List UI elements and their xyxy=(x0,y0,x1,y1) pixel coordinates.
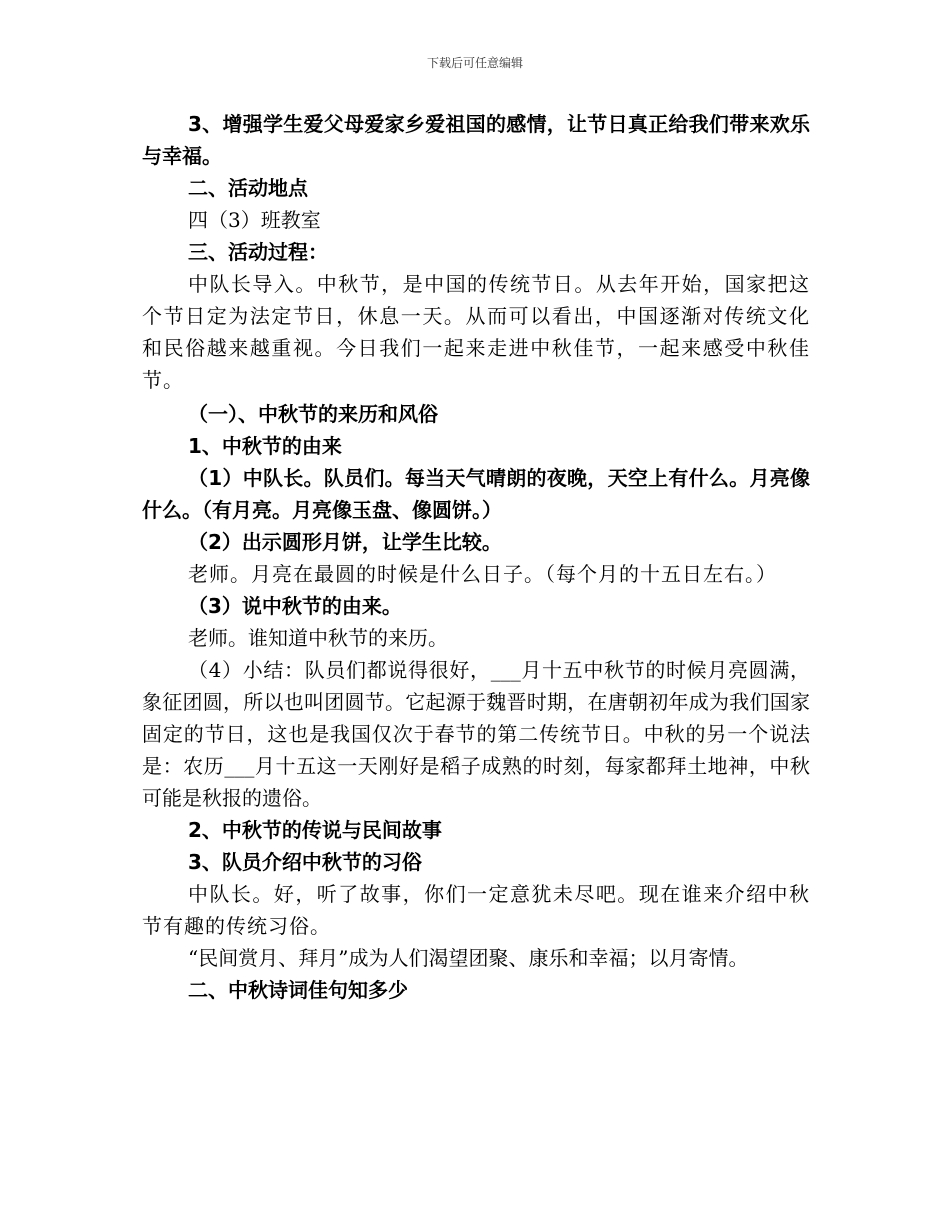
paragraph-intro: 中队长导入。中秋节，是中国的传统节日。从去年开始，国家把这个节日定为法定节日，休息一天。从而可以看出，中国逐渐对传统文化和民俗越来越重视。今日我们一起来走进中秋佳节，一起来感受中秋佳节。 xyxy=(142,272,810,392)
paragraph-step-2: （2）出示圆形月饼，让学生比较。 xyxy=(188,530,502,554)
paragraph-customs-intro: 中队长。好，听了故事，你们一定意犹未尽吧。现在谁来介绍中秋节有趣的传统习俗。 xyxy=(142,882,810,938)
paragraph-location: 四（3）班教室 xyxy=(188,208,321,232)
paragraph-goal-3: 3、增强学生爱父母爱家乡爱祖国的感情，让节日真正给我们带来欢乐与幸福。 xyxy=(142,112,810,168)
document-body xyxy=(142,108,810,1006)
heading-activity-process: 三、活动过程： xyxy=(188,240,328,264)
paragraph-teacher-question: 老师。月亮在最圆的时候是什么日子。（每个月的十五日左右。） xyxy=(188,562,777,586)
heading-activity-location: 二、活动地点 xyxy=(188,176,308,200)
heading-legends: 2、中秋节的传说与民间故事 xyxy=(188,818,442,842)
paragraph-moon-viewing: “民间赏月、拜月”成为人们渴望团聚、康乐和幸福；以月寄情。 xyxy=(188,946,749,970)
page-header-note: 下载后可任意编辑 xyxy=(426,56,523,70)
heading-origin-customs: （一）、中秋节的来历和风俗 xyxy=(188,402,438,426)
paragraph-step-3: （3）说中秋节的由来。 xyxy=(188,594,402,618)
heading-origin: 1、中秋节的由来 xyxy=(188,434,342,458)
heading-poems: 二、中秋诗词佳句知多少 xyxy=(188,978,408,1002)
heading-customs: 3、队员介绍中秋节的习俗 xyxy=(188,850,422,874)
paragraph-teacher-history: 老师。谁知道中秋节的来历。 xyxy=(188,626,448,650)
paragraph-summary: （4）小结：队员们都说得很好，___月十五中秋节的时候月亮圆满，象征团圆，所以也叫团圆节。它起源于魏晋时期，在唐朝初年成为我们国家固定的节日，这也是我国仅次于春节的第二传统节日。中秋的另一个说法是：农历___月十五这一天刚好是稻子成熟的时刻，每家都拜土地神，中秋可能是秋报的遗俗。 xyxy=(142,658,810,810)
paragraph-step-1: （1）中队长。队员们。每当天气晴朗的夜晚，天空上有什么。月亮像什么。（有月亮。月亮像玉盘、像圆饼。） xyxy=(142,466,810,522)
